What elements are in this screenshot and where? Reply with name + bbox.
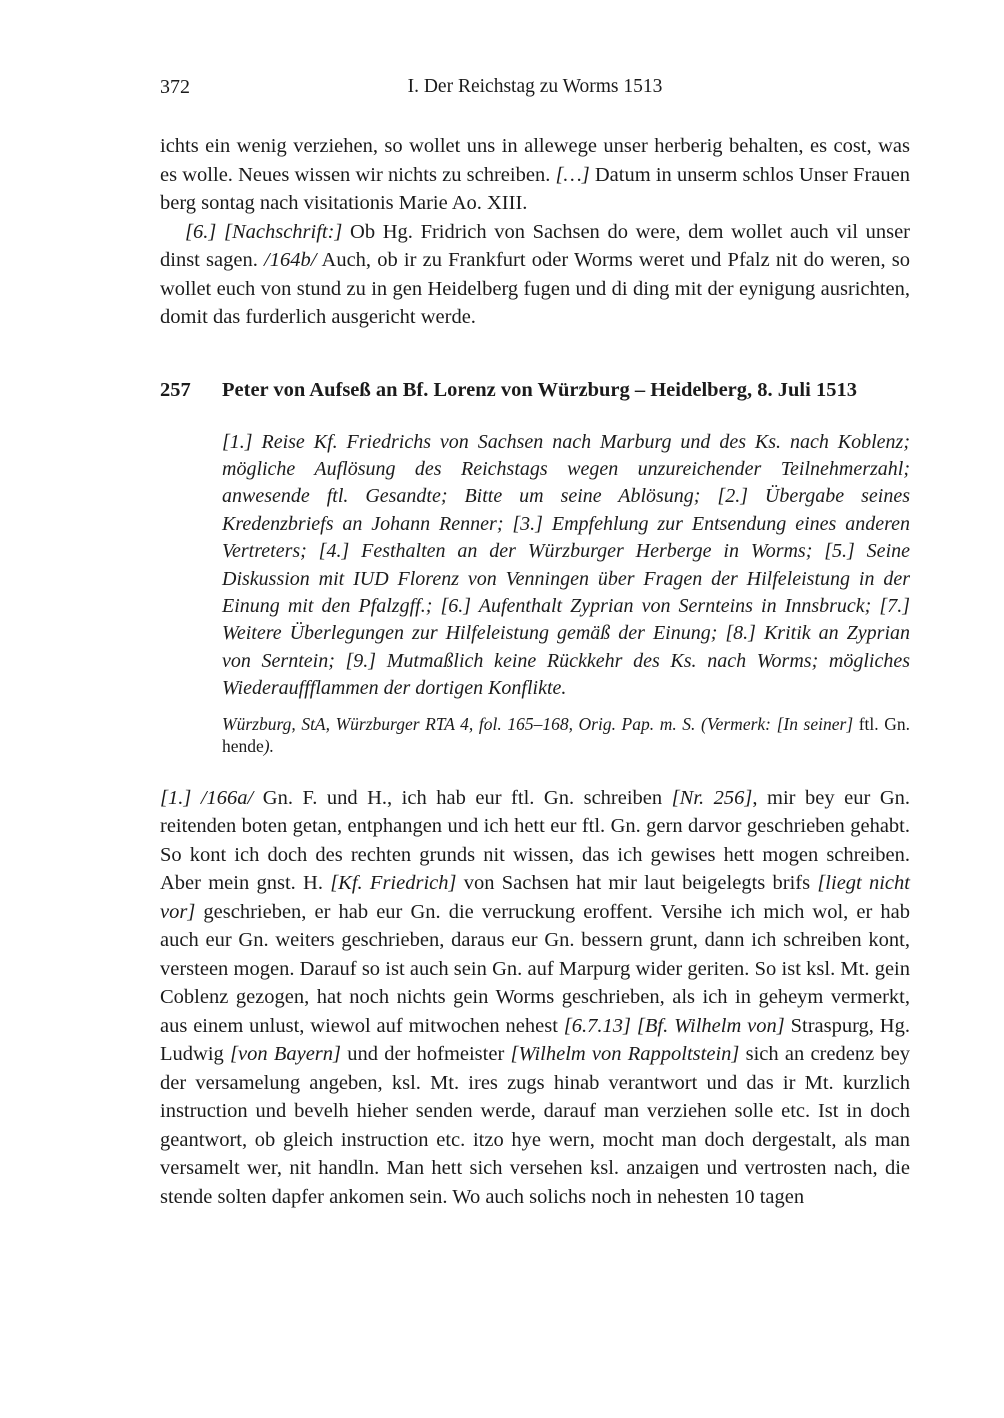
text-run: , mir bey eur Gn. reitenden boten getan, entphangen und ich hett eur ftl. Gn. gern darvor geschrieben gehabt. So kont ich doch des rechten grunds nit wissen, das ich gewises hett mogen schreiben. Aber mein gnst. H.	[160, 786, 911, 895]
page-header	[160, 76, 910, 102]
archival-source-note	[222, 713, 910, 758]
text-run: Gn. F. und H., ich hab eur ftl. Gn. schreiben	[253, 786, 672, 809]
italic-text-run: [6.7.13] [Bf. Wilhelm von]	[563, 1014, 785, 1037]
document-title	[222, 379, 857, 401]
text-run: Auch, ob ir zu Frankfurt oder Worms weret und Pfalz nit do weren, so wollet euch von stund zu in gen Heidelberg fugen und di ding mit der eynigung ausrichten, domit das furderlich ausgericht werde.	[160, 249, 910, 328]
text-run: und der hofmeister	[341, 1043, 511, 1066]
italic-text-run: [Wilhelm von Rappoltstein]	[510, 1043, 740, 1066]
regest-summary	[222, 429, 910, 703]
text-run: sich an credenz bey der versamelung angeben, ksl. Mt. ires zugs hinab verantwort und das ir Mt. kurzlich instruction und bevelh hieher senden werde, darauf man verziehen solle etc. Ist in doch geantwort, ob gleich instruction etc. itzo hye wern, mocht man doch dergestalt, als man versamelt wer, nit handln. Man hett sich versehen ksl. anzaigen und vertrosten nach, die stende solten dapfer ankomen sein. Wo auch solichs noch in nehesten 10 tagen	[160, 1043, 910, 1208]
text-run: Peter von Aufseß an Bf. Lorenz von Würzburg – Heidelberg, 8. Juli 1513	[222, 378, 857, 401]
text-run: ichts ein wenig verziehen, so wollet uns in allewege unser herberig behalten, es cost, was es wolle. Neues wissen wir nichts zu schreiben.	[160, 135, 910, 186]
italic-text-run: [1.] /166a/	[160, 786, 254, 809]
italic-text-run: [liegt nicht vor]	[160, 872, 910, 923]
postscript-paragraph	[160, 218, 910, 332]
italic-text-run: [Nr. 256]	[671, 786, 753, 809]
running-header-title: I. Der Reichstag zu Worms 1513	[407, 76, 663, 97]
text-run: Datum in unserm schlos Unser Frauen berg sontag nach visitationis Marie Ao. XIII.	[160, 163, 910, 214]
italic-text-run: [Kf. Friedrich]	[330, 872, 457, 895]
continuation-paragraph	[160, 132, 910, 218]
text-run: geschrieben, er hab eur Gn. die verruckung eroffent. Versihe ich mich wol, er hab auch eur Gn. weiters geschrieben, daraus eur Gn. bessern grunt, dann ich schreiben kont, versteen mogen. Darauf so ist auch sein Gn. auf Marpurg wider geriten. So ist ksl. Mt. gein Coblenz gezogen, hat noch nichts gein Worms geschrieben, als ich in geheym vermerkt, aus einem unlust, wiewol auf mitwochen nehest	[160, 900, 910, 1037]
letter-text-paragraph	[160, 784, 910, 1212]
page-number: 372	[160, 76, 190, 98]
document-number: 257	[160, 378, 191, 401]
text-run: Ob Hg. Fridrich von Sachsen do were, dem wollet auch vil unser dinst sagen.	[160, 220, 911, 271]
italic-text-run: Würzburg, StA, Würzburger RTA 4, fol. 165–168, Orig. Pap. m. S. (Vermerk: [In seiner]	[222, 713, 854, 734]
italic-text-run: /164b/	[264, 249, 317, 271]
italic-text-run: [von Bayern]	[230, 1043, 341, 1066]
italic-text-run: […]	[555, 163, 590, 186]
text-run: ftl. Gn. hende	[222, 713, 910, 757]
document-heading	[160, 376, 910, 405]
italic-text-run: ).	[263, 736, 274, 757]
page-body-text	[160, 132, 910, 1211]
italic-text-run: [1.] Reise Kf. Friedrichs von Sachsen nach Marburg und des Ks. nach Koblenz; mögliche Auflösung des Reichstags wegen unzureichender Teilnehmerzahl; anwesende ftl. Gesandte; Bitte um seine Ablösung; [2.] Übergabe seines Kredenzbriefs an Johann Renner; [3.] Empfehlung zur Entsendung eines anderen Vertreters; [4.] Festhalten an der Würzburger Herberge in Worms; [5.] Seine Diskussion mit IUD Florenz von Venningen über Fragen der Hilfeleistung in der Einung mit den Pfalzgff.; [6.] Aufenthalt Zyprian von Sernteins in Innsbruck; [7.] Weitere Überlegungen zur Hilfeleistung gemäß der Einung; [8.] Kritik an Zyprian von Serntein; [9.] Mutmaßlich keine Rückkehr des Ks. nach Worms; mögliches Wiederauffflammen der dortigen Konflikte.	[222, 430, 910, 700]
text-column	[160, 76, 910, 1211]
italic-text-run: [6.] [Nachschrift:]	[185, 220, 343, 243]
text-run: Straspurg, Hg. Ludwig	[160, 1014, 910, 1066]
text-run: von Sachsen hat mir laut beigelegts brifs	[456, 872, 818, 895]
